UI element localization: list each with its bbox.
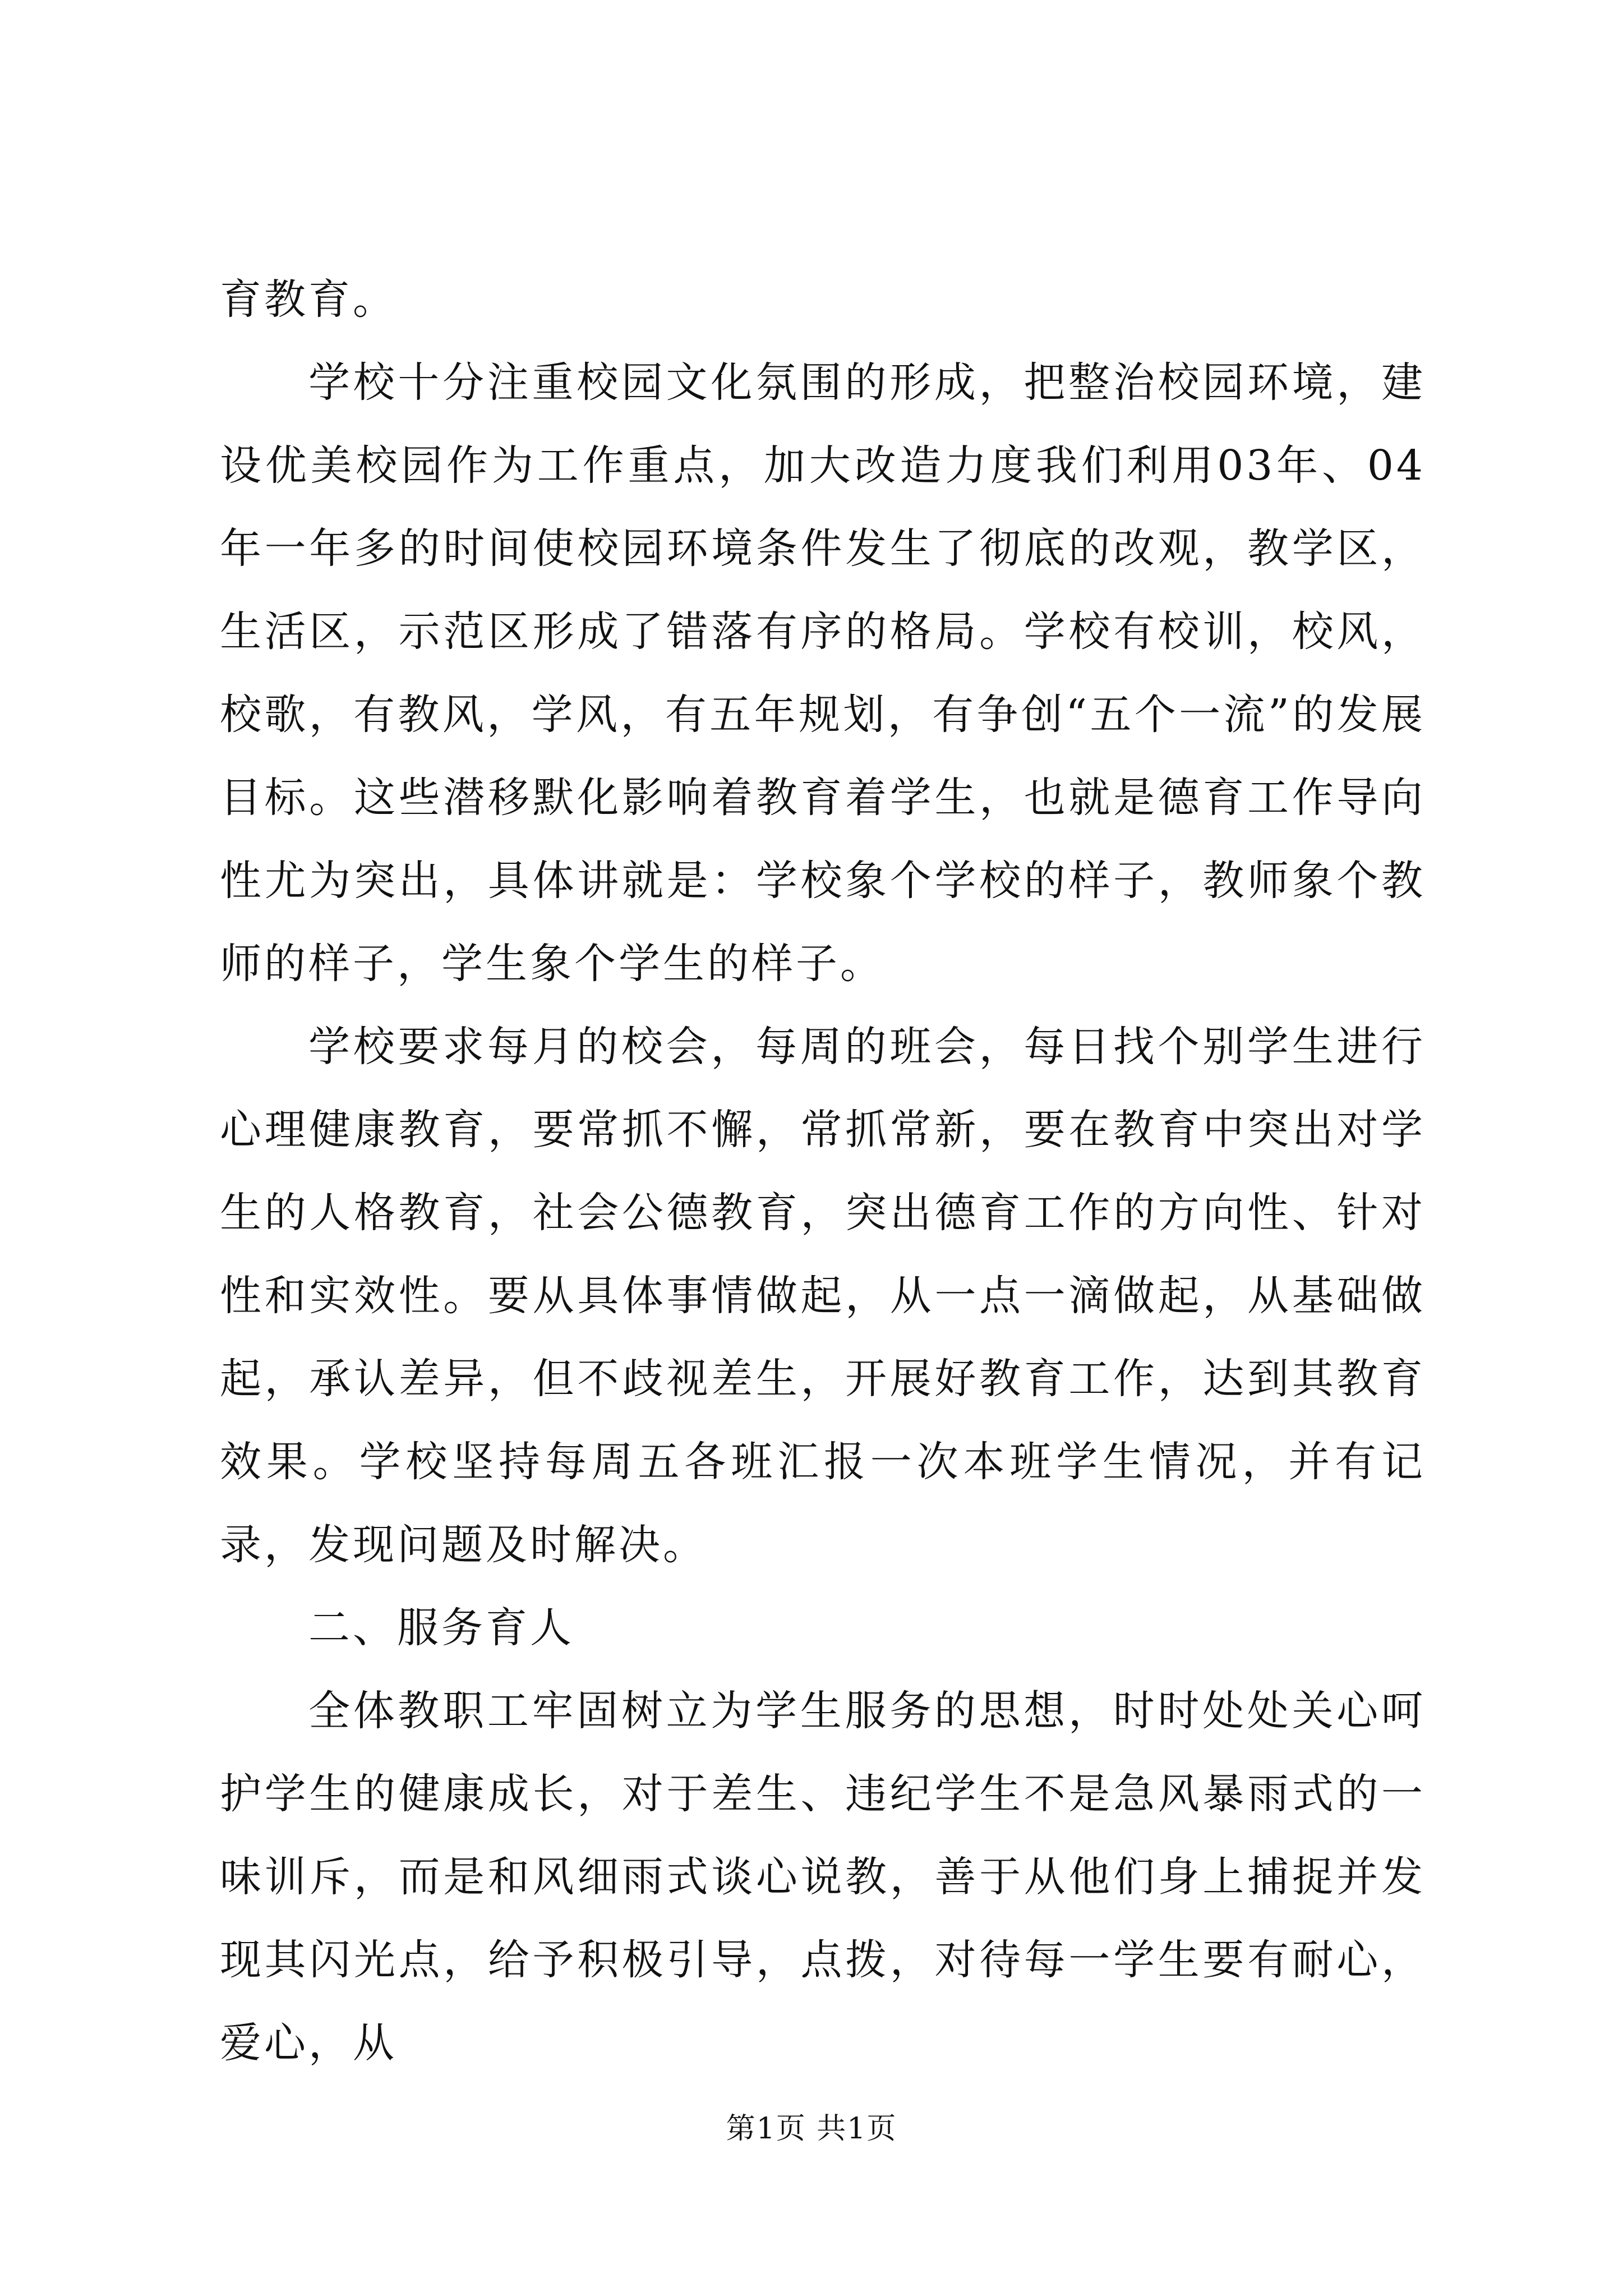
document-body [220,258,1426,2085]
paragraph-continuation: 育教育。 [220,275,397,324]
section-heading-service: 二、服务育人 [308,1604,574,1652]
page-footer: 第1页 共1页 [726,2112,897,2146]
paragraph-mental-health-education: 学校要求每月的校会，每周的班会，每日找个别学生进行心理健康教育，要常抓不懈，常抓常新，要在教育中突出对学生的人格教育，社会公德教育，突出德育工作的方向性、针对性和实效性。要从具体事情做起，从一点一滴做起，从基础做起，承认差异，但不歧视差生，开展好教育工作，达到其教育效果。学校坚持每周五各班汇报一次本班学生情况，并有记录，发现问题及时解决。 [220,1023,1426,1569]
paragraph-campus-culture: 学校十分注重校园文化氛围的形成，把整治校园环境，建设优美校园作为工作重点，加大改造力度我们利用03年、04年一年多的时间使校园环境条件发生了彻底的改观，教学区，生活区，示范区形成了错落有序的格局。学校有校训，校风，校歌，有教风，学风，有五年规划，有争创“五个一流”的发展目标。这些潜移默化影响着教育着学生，也就是德育工作导向性尤为突出，具体讲就是：学校象个学校的样子，教师象个教师的样子，学生象个学生的样子。 [220,358,1426,988]
paragraph-service-education: 全体教职工牢固树立为学生服务的思想，时时处处关心呵护学生的健康成长，对于差生、违纪学生不是急风暴雨式的一味训斥，而是和风细雨式谈心说教，善于从他们身上捕捉并发现其闪光点，给予积极引导，点拨，对待每一学生要有耐心，爱心，从 [220,1687,1426,2067]
